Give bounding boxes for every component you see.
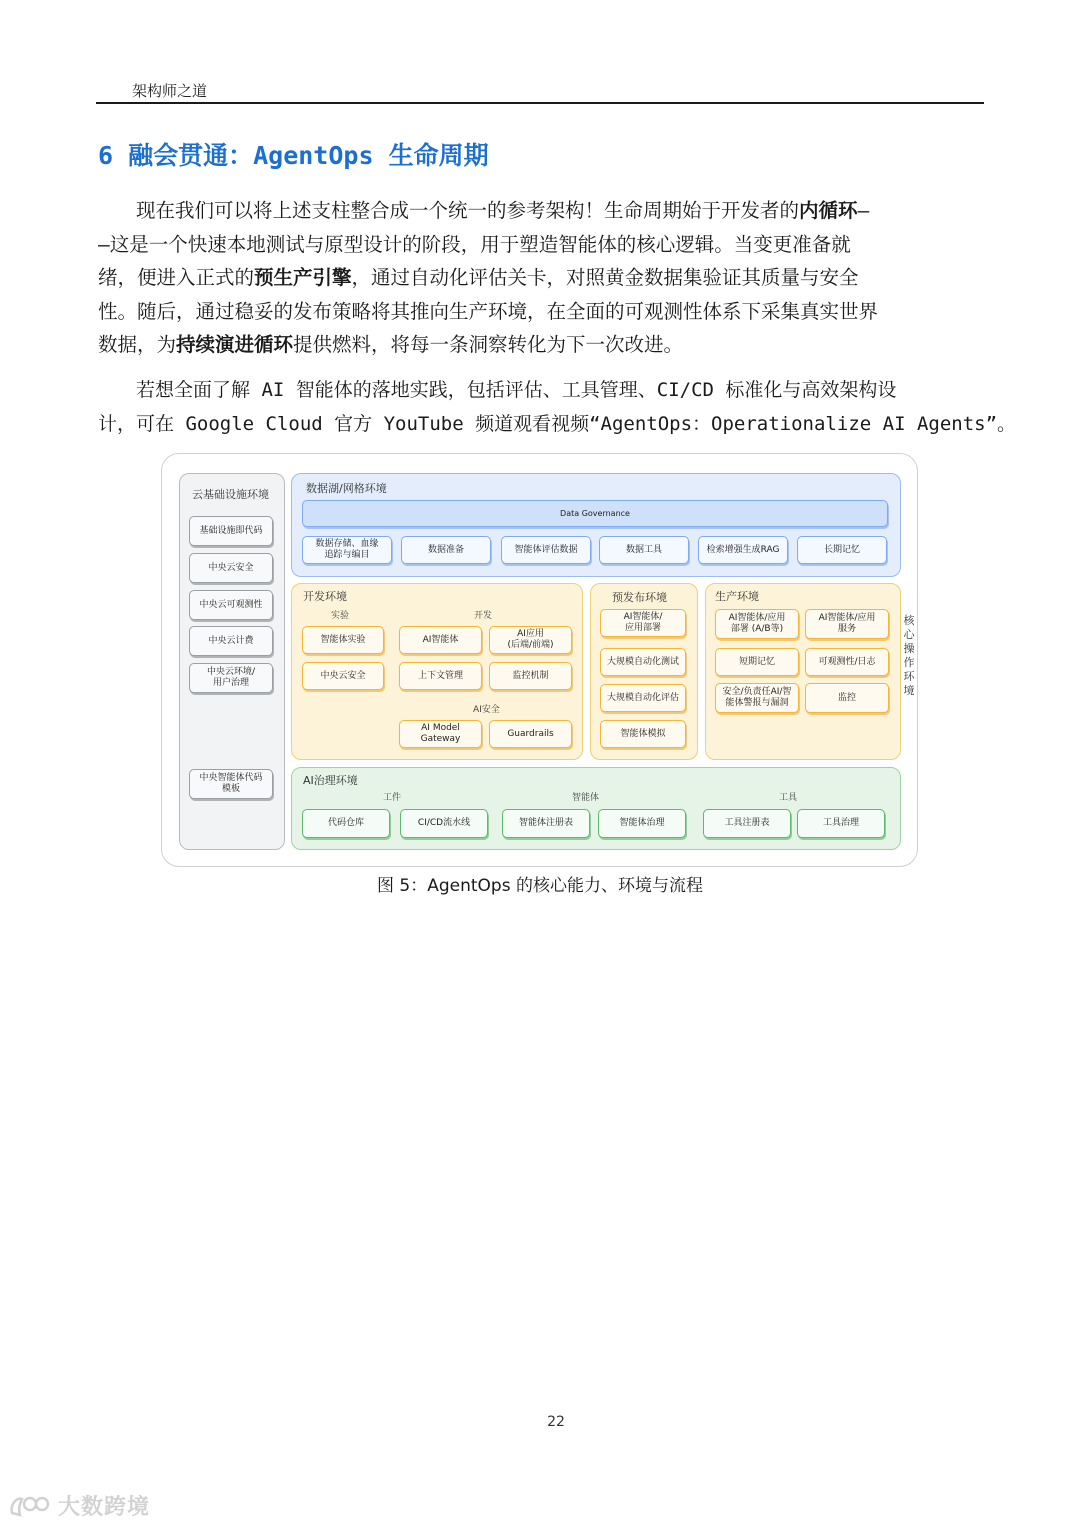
pre-release-item: AI智能体/ 应用部署 [600, 609, 686, 637]
dev-item: AI应用 (后端/前端) [489, 626, 572, 654]
cloud-item: 基础设施即代码 [189, 516, 273, 546]
pre-release-item: 智能体模拟 [600, 720, 686, 748]
paragraph-line: 若想全面了解 AI 智能体的落地实践，包括评估、工具管理、CI/CD 标准化与高效架构设 [136, 379, 897, 401]
cloud-infra-title: 云基础设施环境 [192, 488, 269, 501]
data-item: 数据存储、血缘 追踪与编目 [302, 536, 392, 564]
dev-item: 智能体实验 [302, 626, 384, 654]
paragraph-line: 计，可在 Google Cloud 官方 YouTube 频道观看视频“AgentOps：Operationalize AI Agents”。 [98, 412, 1017, 435]
cloud-item: 中央云可观测性 [189, 590, 273, 620]
pre-release-item: 大规模自动化评估 [600, 684, 686, 712]
header-divider [96, 102, 984, 104]
core-operations-label: 核心操作环境 [903, 614, 915, 697]
governance-item: 智能体注册表 [502, 809, 590, 838]
governance-item: 工具注册表 [703, 809, 791, 838]
production-item: 安全/负责任AI/智 能体警报与漏洞 [715, 683, 799, 713]
paragraph-resources [98, 374, 1017, 441]
cloud-item: 中央云安全 [189, 553, 273, 583]
production-item: 监控 [805, 683, 889, 713]
pre-release-title: 预发布环境 [612, 591, 667, 604]
page-number: 22 [547, 1414, 565, 1430]
emphasis-inner-loop: 内循环 [799, 199, 858, 222]
dev-sub-security: AI安全 [473, 705, 500, 715]
production-item: 可观测性/日志 [805, 648, 889, 676]
dev-sub-develop: 开发 [474, 611, 493, 621]
governance-item: CI/CD流水线 [400, 809, 488, 838]
emphasis-preprod-engine: 预生产引擎 [254, 266, 352, 289]
data-item: 检索增强生成RAG [698, 536, 788, 564]
dev-title: 开发环境 [303, 590, 347, 603]
data-lake-title: 数据湖/网格环境 [306, 482, 387, 495]
governance-item: 工具治理 [797, 809, 885, 838]
paragraph-line: 性。随后，通过稳妥的发布策略将其推向生产环境，在全面的可观测性体系下采集真实世界 [98, 299, 879, 323]
cloud-item: 中央云计费 [189, 626, 273, 656]
production-item: AI智能体/应用 部署 (A/B等) [715, 609, 799, 639]
cloud-item: 中央智能体代码 模板 [189, 769, 273, 799]
production-title: 生产环境 [715, 590, 759, 603]
dev-item: AI Model Gateway [399, 720, 482, 748]
data-governance-bar: Data Governance [302, 500, 888, 527]
paragraph-line: 数据，为持续演进循环提供燃料，将每一条洞察转化为下一次改进。 [98, 333, 684, 356]
section-heading: 6 融会贯通：AgentOps 生命周期 [98, 141, 489, 170]
dev-item: 中央云安全 [302, 662, 384, 690]
dev-sub-experiment: 实验 [331, 611, 350, 621]
data-item: 数据准备 [401, 536, 491, 564]
running-header: 架构师之道 [132, 82, 208, 100]
ai-governance-title: AI治理环境 [303, 774, 358, 787]
gov-sub-tool: 工具 [779, 793, 798, 803]
dev-item: AI智能体 [399, 626, 482, 654]
production-item: AI智能体/应用 服务 [805, 609, 889, 639]
cloud-item: 中央云环境/ 用户治理 [189, 663, 273, 693]
production-item: 短期记忆 [715, 648, 799, 676]
dev-item: 上下文管理 [399, 662, 482, 690]
data-item: 智能体评估数据 [501, 536, 591, 564]
dev-item: 监控机制 [489, 662, 572, 690]
paragraph-line: 现在我们可以将上述支柱整合成一个统一的参考架构！生命周期始于开发者的内循环— [136, 199, 870, 222]
pre-release-item: 大规模自动化测试 [600, 648, 686, 676]
governance-item: 智能体治理 [598, 809, 686, 838]
data-item: 数据工具 [599, 536, 689, 564]
watermark [8, 1490, 150, 1521]
watermark-logo-icon [8, 1491, 52, 1521]
paragraph-line: —这是一个快速本地测试与原型设计的阶段，用于塑造智能体的核心逻辑。当变更准备就 [98, 232, 851, 256]
paragraph-line: 绪，便进入正式的预生产引擎，通过自动化评估关卡，对照黄金数据集验证其质量与安全 [98, 266, 859, 289]
dev-item: Guardrails [489, 720, 572, 748]
gov-sub-artifact: 工件 [383, 793, 402, 803]
figure-caption: 图 5：AgentOps 的核心能力、环境与流程 [377, 876, 703, 896]
watermark-text: 大数跨境 [58, 1495, 151, 1520]
gov-sub-agent: 智能体 [572, 793, 600, 803]
emphasis-continuous-loop: 持续演进循环 [176, 333, 294, 356]
governance-item: 代码仓库 [302, 809, 390, 838]
paragraph-lifecycle [98, 194, 978, 362]
agentops-architecture-figure [161, 453, 918, 867]
data-item: 长期记忆 [797, 536, 887, 564]
